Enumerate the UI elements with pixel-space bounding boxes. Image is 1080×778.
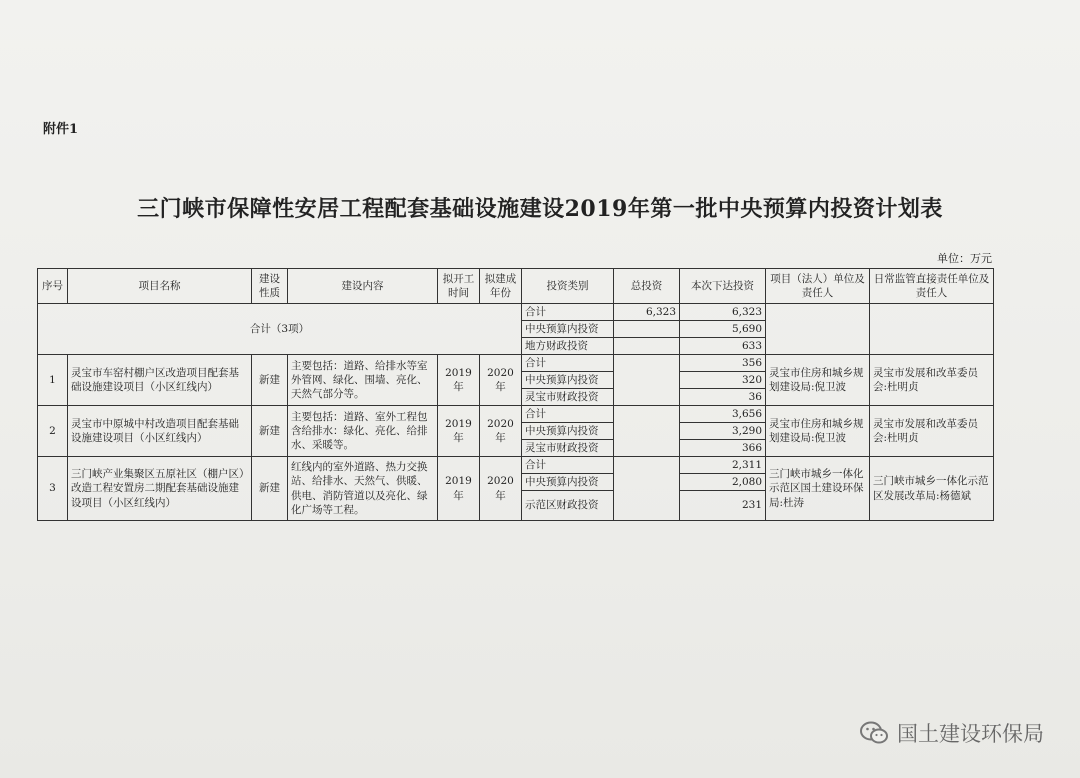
summary-label: 合计（3项）	[38, 304, 522, 355]
col-header-owner: 项目（法人）单位及责任人	[766, 269, 870, 304]
col-header-type: 投资类别	[522, 269, 614, 304]
owner-cell: 灵宝市住房和城乡规划建设局:倪卫波	[766, 355, 870, 406]
investment-type-cell: 合计	[522, 304, 614, 321]
content-cell: 主要包括：道路、给排水等室外管网、绿化、围墙、亮化、天然气部分等。	[288, 355, 438, 406]
issued-investment-cell: 633	[680, 338, 766, 355]
col-header-start: 拟开工时间	[438, 269, 480, 304]
issued-investment-cell: 3,656	[680, 406, 766, 423]
start-cell: 2019年	[438, 406, 480, 457]
start-cell: 2019年	[438, 457, 480, 521]
end-cell: 2020年	[480, 406, 522, 457]
project-name-cell: 三门峡产业集聚区五原社区（棚户区）改造工程安置房二期配套基础设施建设项目（小区红线内）	[68, 457, 252, 521]
start-cell: 2019年	[438, 355, 480, 406]
supervisor-cell	[870, 304, 994, 355]
col-header-supervisor: 日常监管直接责任单位及责任人	[870, 269, 994, 304]
issued-investment-cell: 36	[680, 389, 766, 406]
total-investment-cell	[614, 406, 680, 457]
investment-type-cell: 地方财政投资	[522, 338, 614, 355]
owner-cell: 灵宝市住房和城乡规划建设局:倪卫波	[766, 406, 870, 457]
table-row	[38, 406, 994, 423]
issued-investment-cell: 2,311	[680, 457, 766, 474]
issued-investment-cell: 5,690	[680, 321, 766, 338]
investment-type-cell: 中央预算内投资	[522, 321, 614, 338]
content-cell: 红线内的室外道路、热力交换站、给排水、天然气、供暖、供电、消防管道以及亮化、绿化广场等工程。	[288, 457, 438, 521]
col-header-issued: 本次下达投资	[680, 269, 766, 304]
end-cell: 2020年	[480, 457, 522, 521]
issued-investment-cell: 6,323	[680, 304, 766, 321]
issued-investment-cell: 366	[680, 440, 766, 457]
wechat-watermark	[859, 718, 1044, 748]
investment-type-cell: 示范区财政投资	[522, 491, 614, 521]
header-row	[38, 269, 994, 304]
wechat-icon	[859, 720, 889, 746]
supervisor-cell: 灵宝市发展和改革委员会:杜明贞	[870, 406, 994, 457]
owner-cell	[766, 304, 870, 355]
investment-plan-table	[37, 268, 994, 521]
investment-type-cell: 合计	[522, 457, 614, 474]
seq-cell: 2	[38, 406, 68, 457]
content-cell: 主要包括：道路、室外工程包含给排水：绿化、亮化、给排水、采暖等。	[288, 406, 438, 457]
investment-type-cell: 中央预算内投资	[522, 372, 614, 389]
total-investment-cell	[614, 338, 680, 355]
investment-type-cell: 中央预算内投资	[522, 474, 614, 491]
col-header-seq: 序号	[38, 269, 68, 304]
total-investment-cell	[614, 457, 680, 521]
table-row	[38, 457, 994, 474]
unit-label: 单位：万元	[937, 252, 992, 265]
nature-cell: 新建	[252, 457, 288, 521]
page-title: 三门峡市保障性安居工程配套基础设施建设2019年第一批中央预算内投资计划表	[137, 196, 943, 222]
issued-investment-cell: 3,290	[680, 423, 766, 440]
investment-type-cell: 中央预算内投资	[522, 423, 614, 440]
seq-cell: 3	[38, 457, 68, 521]
col-header-end: 拟建成年份	[480, 269, 522, 304]
owner-cell: 三门峡市城乡一体化示范区国土建设环保局:杜涛	[766, 457, 870, 521]
issued-investment-cell: 356	[680, 355, 766, 372]
col-header-name: 项目名称	[68, 269, 252, 304]
nature-cell: 新建	[252, 355, 288, 406]
end-cell: 2020年	[480, 355, 522, 406]
project-name-cell: 灵宝市车窑村棚户区改造项目配套基础设施建设项目（小区红线内）	[68, 355, 252, 406]
supervisor-cell: 三门峡市城乡一体化示范区发展改革局:杨德斌	[870, 457, 994, 521]
total-investment-cell	[614, 355, 680, 406]
col-header-content: 建设内容	[288, 269, 438, 304]
seq-cell: 1	[38, 355, 68, 406]
investment-type-cell: 合计	[522, 406, 614, 423]
investment-type-cell: 灵宝市财政投资	[522, 440, 614, 457]
investment-type-cell: 合计	[522, 355, 614, 372]
annex-label: 附件1	[43, 122, 79, 137]
total-investment-cell: 6,323	[614, 304, 680, 321]
project-name-cell: 灵宝市中原城中村改造项目配套基础设施建设项目（小区红线内）	[68, 406, 252, 457]
col-header-total: 总投资	[614, 269, 680, 304]
table-row	[38, 355, 994, 372]
col-header-nature: 建设性质	[252, 269, 288, 304]
supervisor-cell: 灵宝市发展和改革委员会:杜明贞	[870, 355, 994, 406]
summary-row	[38, 304, 994, 321]
watermark-text: 国土建设环保局	[897, 722, 1044, 746]
issued-investment-cell: 231	[680, 491, 766, 521]
issued-investment-cell: 320	[680, 372, 766, 389]
investment-type-cell: 灵宝市财政投资	[522, 389, 614, 406]
total-investment-cell	[614, 321, 680, 338]
issued-investment-cell: 2,080	[680, 474, 766, 491]
nature-cell: 新建	[252, 406, 288, 457]
